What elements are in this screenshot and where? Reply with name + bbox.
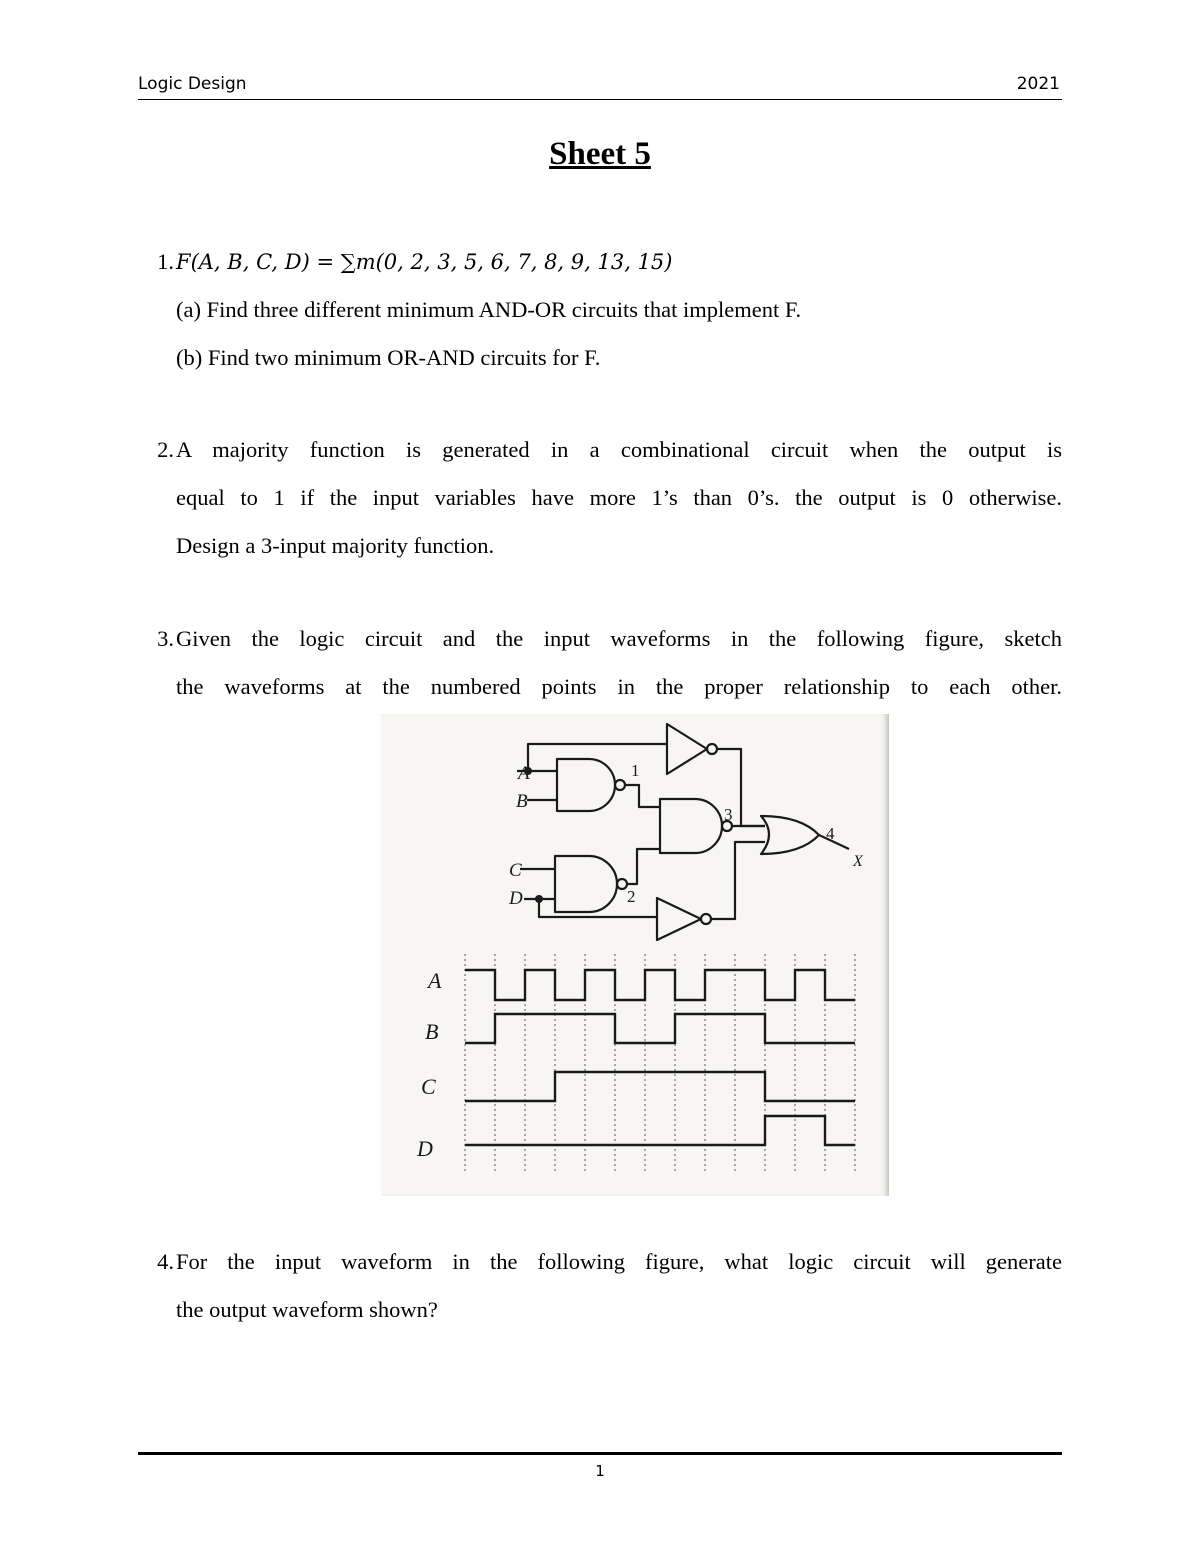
wire: [625, 785, 660, 807]
nand-gate-2: [555, 856, 617, 912]
question-number: 2.: [157, 437, 174, 462]
sheet-title: Sheet 5: [549, 136, 651, 172]
output-label: X: [853, 853, 863, 870]
point-label-1: 1: [631, 761, 640, 780]
question-number: 1.: [157, 249, 174, 274]
question-text-line: equal to 1 if the input variables have more 1’s than 0’s. the output is 0 otherwise.: [176, 485, 1062, 510]
question-number: 3.: [157, 626, 174, 651]
inverter-bubble: [701, 914, 711, 924]
wire: [539, 899, 657, 917]
header-title: Logic Design: [138, 74, 247, 94]
point-label-3: 3: [724, 805, 733, 824]
waveform-label-a: A: [428, 968, 442, 993]
or-gate: [761, 816, 819, 854]
waveform-a: [465, 970, 855, 1000]
question-text-line: the output waveform shown?: [176, 1297, 438, 1322]
footer-divider: [138, 1452, 1062, 1455]
question-part-a: (a) Find three different minimum AND-OR circuits that implement F.: [176, 297, 802, 322]
nand-bubble: [617, 879, 627, 889]
waveform-grid: [465, 954, 855, 1172]
function-definition: F(A, B, C, D) = ∑m(0, 2, 3, 5, 6, 7, 8, 9, 13, 15): [176, 250, 673, 274]
question-text-line: A majority function is generated in a combinational circuit when the output is: [176, 437, 1062, 462]
question-text-line: the waveforms at the numbered points in the proper relationship to each other.: [176, 674, 1062, 699]
waveform-label-d: D: [417, 1136, 433, 1161]
question-number: 4.: [157, 1249, 174, 1274]
inverter-gate-top: [667, 724, 707, 774]
waveform-label-c: C: [421, 1074, 436, 1099]
point-label-4: 4: [826, 824, 835, 843]
input-label-d: D: [509, 888, 523, 909]
question-text-line: For the input waveform in the following figure, what logic circuit will generate: [176, 1249, 1062, 1274]
waveform-b: [465, 1014, 855, 1043]
inverter-gate-bottom: [657, 898, 701, 940]
input-label-b: B: [516, 791, 528, 812]
header-year: 2021: [1016, 74, 1060, 94]
junction-dot: [535, 895, 543, 903]
nand-bubble: [615, 780, 625, 790]
page-number: 1: [595, 1462, 605, 1480]
point-label-2: 2: [627, 887, 636, 906]
input-label-a: A: [518, 763, 530, 784]
nand-gate-1: [557, 759, 615, 811]
wire: [627, 849, 660, 884]
waveform-traces: [465, 970, 855, 1145]
inverter-bubble: [707, 744, 717, 754]
input-label-c: C: [509, 860, 522, 881]
nand-gate-3: [660, 799, 722, 853]
header-divider: [138, 99, 1062, 100]
waveform-label-b: B: [425, 1019, 439, 1044]
waveform-c: [465, 1072, 855, 1101]
waveform-d: [465, 1116, 855, 1145]
question-part-b: (b) Find two minimum OR-AND circuits for F.: [176, 345, 601, 370]
logic-circuit-diagram: [381, 714, 889, 1196]
circuit-waveform-figure: [381, 714, 889, 1196]
question-text-line: Design a 3-input majority function.: [176, 533, 495, 558]
wire: [711, 842, 765, 919]
wire: [528, 744, 667, 771]
question-text-line: Given the logic circuit and the input waveforms in the following figure, sketch: [176, 626, 1062, 651]
